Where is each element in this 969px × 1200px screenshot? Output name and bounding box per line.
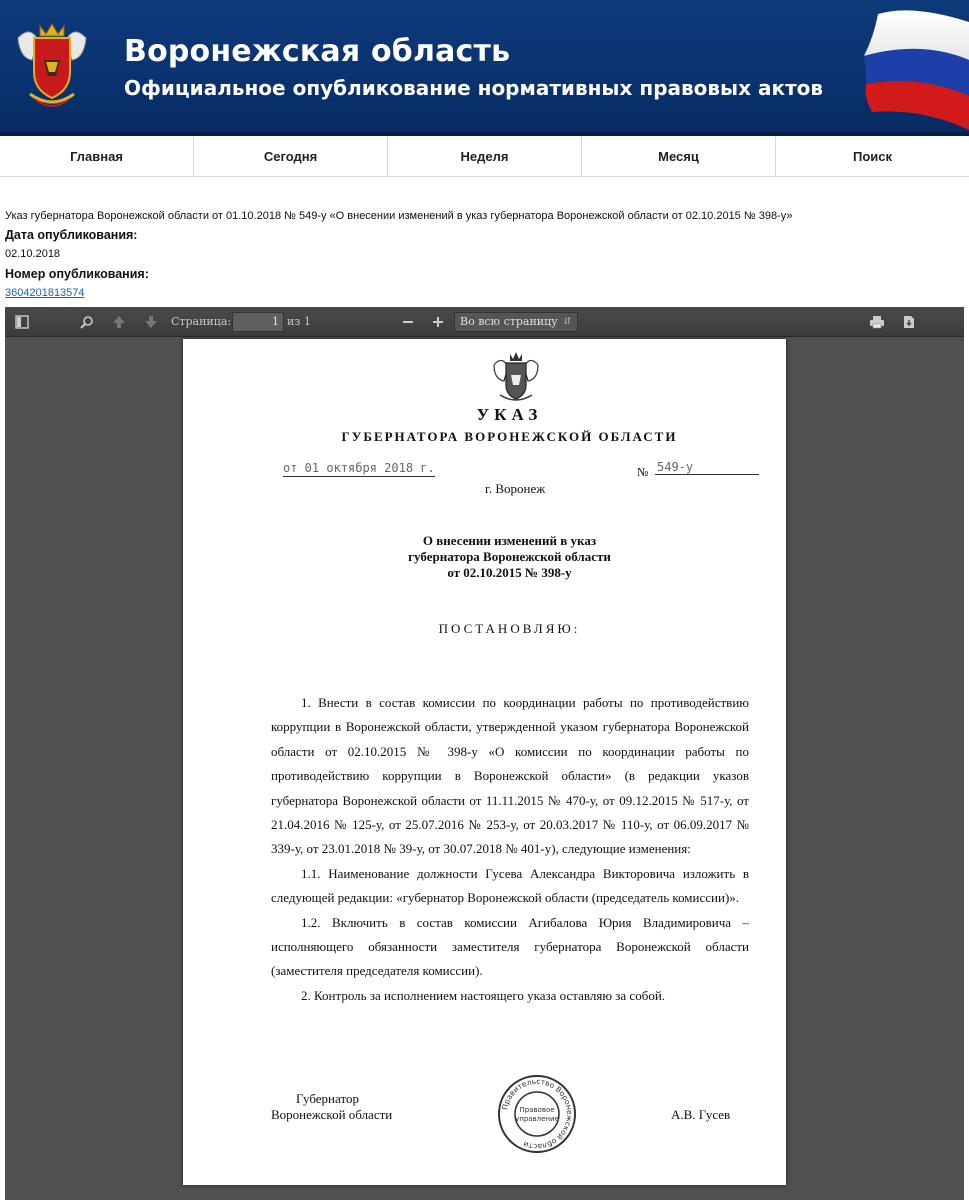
site-header-banner [0, 0, 969, 136]
stamp-seal-icon [496, 1073, 578, 1155]
publication-date-label: Дата опубликования: [5, 228, 138, 242]
paragraph: 1.2. Включить в состав комиссии Агибалова Юрия Владимировича – исполняющего обязанности заместителя губернатора Воронежской области (заместителя председателя комиссии). [271, 914, 749, 979]
stamp-outer-text: Правительство Воронежской области [500, 1076, 575, 1152]
zoom-select-value: Во всю страницу [460, 315, 558, 328]
signature-title-line: Воронежской области [271, 1107, 393, 1122]
search-icon[interactable] [77, 312, 97, 332]
svg-text:Правительство Воронежской обла [500, 1077, 574, 1151]
document-body [271, 691, 749, 1008]
signature-title [271, 1091, 392, 1123]
publication-date-value: 02.10.2018 [5, 248, 61, 260]
document-city: г. Воронеж [485, 481, 546, 496]
subject-line: О внесении изменений в указ [422, 533, 597, 548]
document-issuer: ГУБЕРНАТОРА ВОРОНЕЖСКОЙ ОБЛАСТИ [341, 429, 678, 444]
site-subtitle: Официальное опубликование нормативных правовых актов [124, 76, 824, 100]
paragraph: 1. Внести в состав комиссии по координации работы по противодействию коррупции в Воронежской области, утвержденной указом губернатора Воронежской области от 02.10.2015 № 398-у «О комиссии по координации работы по противодействию коррупции в Воронежской области» (в редакции указов губернатора Воронежской области от 11.11.2015 № 470-у, от 09.12.2015 № 517-у, от 21.04.2016 № 125-у, от 25.07.2016 № 253-у, от 20.03.2017 № 110-у, от 06.09.2017 № 339-у, от 23.01.2018 № 39-у, от 30.07.2018 № 401-у), следующие изменения: [271, 695, 749, 857]
zoom-in-icon[interactable] [428, 312, 448, 332]
document-heading: УКАЗ [476, 405, 543, 424]
document-number: 549-у [655, 460, 759, 475]
publication-number-label: Номер опубликования: [5, 267, 149, 281]
pdf-toolbar [5, 307, 964, 337]
document-emblem-icon [488, 349, 544, 405]
stamp-inner-text: управление [515, 1115, 559, 1123]
site-title: Воронежская область [124, 34, 511, 69]
document-meta [5, 207, 965, 302]
document-title: Указ губернатора Воронежской области от 01.10.2018 № 549-у «О внесении изменений в указ губернатора Воронежской области от 02.10.2015 № 398-у» [5, 210, 793, 222]
sidebar-toggle-icon[interactable] [12, 312, 32, 332]
nav-item-search[interactable]: Поиск [852, 148, 892, 164]
publication-number-link[interactable]: 3604201813574 [5, 287, 85, 299]
nav-item-week[interactable]: Неделя [388, 136, 582, 176]
coat-of-arms-icon [10, 20, 94, 112]
next-page-icon[interactable] [141, 312, 161, 332]
resolve-heading: ПОСТАНОВЛЯЮ: [438, 621, 581, 636]
print-icon[interactable] [867, 312, 887, 332]
pdf-page [183, 339, 786, 1185]
paragraph: 1.1. Наименование должности Гусева Александра Викторовича изложить в следующей редакции: «губернатор Воронежской области (председатель комиссии)». [271, 865, 749, 906]
page-count: из 1 [287, 315, 311, 328]
stamp-inner-text: Правовое [519, 1106, 555, 1114]
russian-flag-icon [852, 0, 969, 136]
download-icon[interactable] [899, 312, 919, 332]
nav-item-home[interactable]: Главная [0, 136, 194, 176]
subject-line: губернатора Воронежской области [408, 549, 611, 564]
signatory-name: А.В. Гусев [671, 1107, 731, 1122]
chevron-updown-icon: ⇵ [563, 317, 571, 327]
nav-item-today[interactable]: Сегодня [194, 136, 388, 176]
zoom-select[interactable] [454, 312, 578, 332]
page-number-input[interactable]: 1 [232, 312, 284, 332]
document-number-label: № [637, 465, 649, 479]
zoom-out-icon[interactable] [398, 312, 418, 332]
subject-line: от 02.10.2015 № 398-у [447, 565, 572, 580]
document-subject [183, 533, 786, 581]
page-label: Страница: [171, 315, 232, 328]
main-navigation [0, 136, 969, 177]
document-date: от 01 октября 2018 г. [283, 461, 435, 475]
nav-item-month[interactable]: Месяц [582, 136, 776, 176]
previous-page-icon[interactable] [109, 312, 129, 332]
signature-title-line: Губернатор [296, 1091, 359, 1106]
pdf-viewer [5, 307, 964, 1200]
paragraph: 2. Контроль за исполнением настоящего указа оставляю за собой. [301, 987, 666, 1003]
